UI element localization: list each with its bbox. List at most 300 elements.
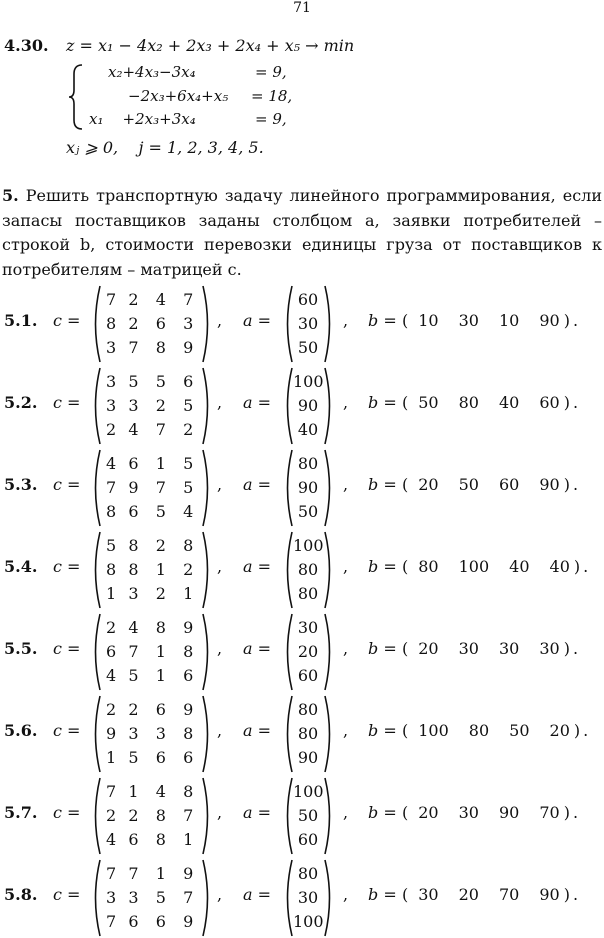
matrix-row (106, 910, 202, 934)
matrix-cell: 8 (155, 806, 166, 825)
problem-430-label: 4.30. (4, 36, 49, 55)
b-label: b = (368, 475, 397, 494)
supply-vector (293, 862, 323, 934)
demand-cell: 20 (458, 885, 479, 904)
matrix-cell: 7 (128, 338, 139, 357)
b-label: b = (368, 803, 397, 822)
matrix-cell: 6 (128, 830, 139, 849)
vector-cell: 80 (297, 724, 319, 743)
cost-matrix (106, 780, 202, 852)
vector-cell: 30 (297, 888, 319, 907)
matrix-row (106, 640, 202, 664)
matrix-row (106, 616, 202, 640)
problem-label: 5.6. (4, 721, 38, 740)
matrix-cell: 3 (106, 888, 117, 907)
vector-right-paren (324, 694, 336, 774)
vector-cell: 90 (297, 478, 319, 497)
demand-cell: 90 (498, 803, 520, 822)
demand-cell: 100 (418, 721, 449, 740)
comma: , (343, 393, 349, 412)
matrix-cell: 4 (183, 502, 194, 521)
matrix-left-paren (89, 366, 101, 446)
comma: , (217, 885, 223, 904)
matrix-cell: 5 (183, 478, 194, 497)
period: . (572, 639, 579, 658)
b-label: b = (368, 557, 397, 576)
a-label: a = (243, 557, 272, 576)
cost-matrix (106, 534, 202, 606)
problem-8 (0, 858, 604, 938)
cost-matrix (106, 452, 202, 524)
vector-cell: 30 (297, 314, 319, 333)
matrix-cell: 5 (128, 666, 139, 685)
matrix-cell: 7 (106, 864, 117, 883)
demand-cell: 30 (539, 639, 560, 658)
c-label: c = (53, 557, 81, 576)
supply-vector (293, 698, 323, 770)
matrix-row (106, 746, 202, 770)
problem-2 (0, 366, 604, 446)
matrix-right-paren (202, 366, 214, 446)
matrix-cell: 3 (183, 314, 194, 333)
demand-cell: 10 (418, 311, 439, 330)
matrix-cell: 7 (128, 642, 139, 661)
matrix-right-paren (202, 612, 214, 692)
matrix-cell: 4 (155, 782, 166, 801)
matrix-cell: 8 (183, 782, 194, 801)
vector-right-paren (324, 284, 336, 364)
matrix-cell: 6 (128, 502, 139, 521)
matrix-cell: 5 (106, 536, 117, 555)
period: . (572, 885, 579, 904)
comma: , (217, 475, 223, 494)
demand-cell: 40 (549, 557, 570, 576)
demand-cell: 20 (418, 639, 439, 658)
matrix-row (106, 804, 202, 828)
vector-right-paren (324, 776, 336, 856)
vector-left-paren (281, 776, 293, 856)
comma: , (217, 639, 223, 658)
comma: , (343, 311, 349, 330)
comma: , (343, 475, 349, 494)
comma: , (217, 721, 223, 740)
matrix-cell: 8 (106, 502, 117, 521)
matrix-cell: 6 (183, 666, 194, 685)
matrix-cell: 2 (128, 314, 139, 333)
demand-cell: 30 (418, 885, 439, 904)
section-5-label: 5. (2, 186, 19, 205)
matrix-row (106, 534, 202, 558)
matrix-cell: 5 (128, 748, 139, 767)
vector-right-paren (324, 448, 336, 528)
matrix-left-paren (89, 530, 101, 610)
demand-row (402, 475, 578, 494)
matrix-cell: 8 (128, 536, 139, 555)
matrix-cell: 7 (106, 782, 117, 801)
vector-cell: 100 (293, 372, 324, 391)
matrix-cell: 6 (155, 314, 166, 333)
system-brace (68, 64, 84, 130)
period: . (572, 393, 579, 412)
b-label: b = (368, 393, 397, 412)
demand-cell: 40 (509, 557, 530, 576)
matrix-cell: 7 (106, 478, 117, 497)
demand-row (402, 885, 578, 904)
a-label: a = (243, 475, 272, 494)
row-left-paren: ( (402, 557, 409, 576)
c-label: c = (53, 311, 81, 330)
vector-cell: 90 (297, 748, 319, 767)
matrix-cell: 4 (128, 420, 139, 439)
vector-cell: 100 (293, 536, 324, 555)
problem-430-objective: z = x₁ − 4x₂ + 2x₃ + 2x₄ + x₅ → min (66, 36, 355, 55)
period: . (572, 803, 579, 822)
vector-cell: 20 (297, 642, 319, 661)
comma: , (343, 639, 349, 658)
demand-cell: 30 (458, 639, 479, 658)
row-right-paren: ) (563, 475, 570, 494)
demand-cell: 60 (539, 393, 560, 412)
matrix-cell: 6 (183, 748, 194, 767)
demand-row (402, 803, 578, 822)
matrix-cell: 7 (183, 806, 194, 825)
problem-label: 5.8. (4, 885, 38, 904)
matrix-row (106, 500, 202, 524)
matrix-row (106, 582, 202, 606)
matrix-cell: 8 (155, 830, 166, 849)
vector-cell: 60 (297, 666, 319, 685)
demand-cell: 20 (549, 721, 570, 740)
problem-label: 5.4. (4, 557, 38, 576)
vector-right-paren (324, 612, 336, 692)
matrix-row (106, 370, 202, 394)
matrix-row (106, 418, 202, 442)
row-right-paren: ) (563, 639, 570, 658)
matrix-cell: 3 (106, 338, 117, 357)
period: . (572, 475, 579, 494)
matrix-cell: 7 (106, 912, 117, 931)
comma: , (217, 393, 223, 412)
demand-cell: 90 (539, 475, 560, 494)
problem-5 (0, 612, 604, 692)
demand-cell: 80 (418, 557, 439, 576)
vector-left-paren (281, 694, 293, 774)
matrix-cell: 1 (183, 584, 194, 603)
matrix-cell: 9 (128, 478, 139, 497)
vector-cell: 100 (293, 782, 324, 801)
matrix-cell: 7 (183, 290, 194, 309)
demand-cell: 70 (539, 803, 560, 822)
matrix-right-paren (202, 284, 214, 364)
matrix-cell: 2 (183, 560, 194, 579)
supply-vector (293, 288, 323, 360)
matrix-cell: 2 (106, 700, 117, 719)
matrix-row (106, 780, 202, 804)
period: . (583, 557, 589, 576)
matrix-cell: 9 (183, 618, 194, 637)
problem-label: 5.7. (4, 803, 38, 822)
matrix-row (106, 558, 202, 582)
row-left-paren: ( (402, 803, 409, 822)
matrix-cell: 1 (106, 584, 117, 603)
demand-row (402, 393, 578, 412)
vector-right-paren (324, 530, 336, 610)
row-right-paren: ) (563, 311, 570, 330)
demand-cell: 20 (418, 475, 439, 494)
period: . (583, 721, 589, 740)
matrix-cell: 2 (128, 700, 139, 719)
cost-matrix (106, 288, 202, 360)
matrix-cell: 6 (155, 700, 166, 719)
demand-cell: 90 (539, 885, 560, 904)
c-label: c = (53, 393, 81, 412)
system-row-1-lhs: x₂+4x₃−3x₄ (108, 63, 196, 81)
matrix-cell: 7 (155, 478, 166, 497)
supply-vector (293, 452, 323, 524)
problem-6 (0, 694, 604, 774)
demand-row (402, 721, 588, 740)
demand-cell: 40 (498, 393, 520, 412)
problem-label: 5.3. (4, 475, 38, 494)
a-label: a = (243, 639, 272, 658)
matrix-cell: 5 (155, 372, 166, 391)
system-row-3-lhs: x₁ +2x₃+3x₄ (89, 110, 196, 128)
matrix-cell: 6 (155, 748, 166, 767)
cost-matrix (106, 616, 202, 688)
supply-vector (293, 534, 323, 606)
demand-cell: 20 (418, 803, 439, 822)
matrix-cell: 8 (183, 724, 194, 743)
matrix-cell: 8 (183, 536, 194, 555)
a-label: a = (243, 885, 272, 904)
demand-row (402, 557, 588, 576)
row-left-paren: ( (402, 475, 409, 494)
vector-left-paren (281, 858, 293, 938)
demand-cell: 10 (498, 311, 520, 330)
demand-cell: 70 (498, 885, 520, 904)
problem-label: 5.5. (4, 639, 38, 658)
matrix-cell: 3 (128, 396, 139, 415)
matrix-cell: 5 (155, 502, 166, 521)
matrix-cell: 7 (106, 290, 117, 309)
matrix-left-paren (89, 858, 101, 938)
demand-cell: 60 (498, 475, 520, 494)
c-label: c = (53, 721, 81, 740)
c-label: c = (53, 475, 81, 494)
demand-row (402, 639, 578, 658)
matrix-cell: 3 (106, 372, 117, 391)
matrix-cell: 5 (155, 888, 166, 907)
matrix-cell: 6 (155, 912, 166, 931)
row-right-paren: ) (573, 557, 581, 576)
vector-left-paren (281, 366, 293, 446)
vector-cell: 40 (297, 420, 319, 439)
comma: , (343, 557, 349, 576)
demand-cell: 80 (458, 393, 479, 412)
matrix-row (106, 664, 202, 688)
vector-left-paren (281, 448, 293, 528)
period: . (572, 311, 579, 330)
problem-1 (0, 284, 604, 364)
matrix-cell: 2 (155, 584, 166, 603)
matrix-row (106, 336, 202, 360)
problem-label: 5.1. (4, 311, 38, 330)
vector-cell: 80 (297, 454, 319, 473)
matrix-cell: 9 (183, 864, 194, 883)
matrix-cell: 2 (106, 420, 117, 439)
matrix-cell: 2 (155, 536, 166, 555)
a-label: a = (243, 311, 272, 330)
matrix-cell: 4 (106, 830, 117, 849)
vector-cell: 80 (297, 864, 319, 883)
matrix-cell: 5 (183, 454, 194, 473)
demand-cell: 80 (468, 721, 490, 740)
vector-cell: 80 (297, 560, 319, 579)
vector-left-paren (281, 284, 293, 364)
page-number: 71 (293, 0, 311, 16)
matrix-cell: 8 (106, 560, 117, 579)
matrix-cell: 2 (106, 618, 117, 637)
vector-cell: 80 (297, 584, 319, 603)
row-right-paren: ) (563, 393, 570, 412)
vector-left-paren (281, 612, 293, 692)
matrix-cell: 4 (106, 666, 117, 685)
vector-cell: 60 (297, 830, 319, 849)
matrix-cell: 7 (183, 888, 194, 907)
matrix-cell: 8 (183, 642, 194, 661)
matrix-cell: 9 (183, 338, 194, 357)
matrix-cell: 1 (155, 454, 166, 473)
b-label: b = (368, 721, 397, 740)
a-label: a = (243, 803, 272, 822)
matrix-cell: 1 (155, 864, 166, 883)
comma: , (343, 885, 349, 904)
system-row-2-lhs: −2x₃+6x₄+x₅ (128, 87, 229, 105)
matrix-cell: 4 (128, 618, 139, 637)
matrix-cell: 4 (106, 454, 117, 473)
matrix-left-paren (89, 694, 101, 774)
matrix-cell: 8 (155, 338, 166, 357)
demand-cell: 90 (539, 311, 560, 330)
matrix-cell: 3 (155, 724, 166, 743)
matrix-cell: 6 (128, 912, 139, 931)
matrix-row (106, 452, 202, 476)
matrix-row (106, 828, 202, 852)
matrix-cell: 2 (128, 806, 139, 825)
matrix-row (106, 698, 202, 722)
matrix-row (106, 862, 202, 886)
problem-4 (0, 530, 604, 610)
row-left-paren: ( (402, 393, 409, 412)
matrix-row (106, 722, 202, 746)
cost-matrix (106, 862, 202, 934)
b-label: b = (368, 885, 397, 904)
system-row-2-rhs: = 18, (251, 87, 293, 105)
section-5-text: Решить транспортную задачу линейного программирования, если запасы поставщиков заданы столбцом a, заявки потребителей – строкой b, стоимости перевозки единицы груза от поставщиков к потребителям – матрицей c. (2, 186, 602, 279)
comma: , (217, 557, 223, 576)
matrix-cell: 9 (183, 912, 194, 931)
vector-cell: 90 (297, 396, 319, 415)
demand-row (402, 311, 578, 330)
demand-cell: 100 (458, 557, 490, 576)
vector-cell: 100 (293, 912, 324, 931)
matrix-cell: 2 (106, 806, 117, 825)
matrix-cell: 1 (128, 782, 139, 801)
matrix-right-paren (202, 448, 214, 528)
matrix-cell: 5 (128, 372, 139, 391)
a-label: a = (243, 721, 272, 740)
matrix-cell: 3 (128, 584, 139, 603)
cost-matrix (106, 370, 202, 442)
matrix-cell: 8 (106, 314, 117, 333)
matrix-cell: 4 (155, 290, 166, 309)
c-label: c = (53, 885, 81, 904)
matrix-cell: 5 (183, 396, 194, 415)
matrix-cell: 7 (155, 420, 166, 439)
vector-cell: 50 (297, 502, 319, 521)
comma: , (217, 311, 223, 330)
matrix-left-paren (89, 776, 101, 856)
matrix-cell: 1 (155, 666, 166, 685)
matrix-cell: 9 (183, 700, 194, 719)
row-right-paren: ) (573, 721, 581, 740)
system-row-3-rhs: = 9, (255, 110, 287, 128)
matrix-right-paren (202, 530, 214, 610)
matrix-cell: 1 (155, 642, 166, 661)
matrix-row (106, 886, 202, 910)
vector-right-paren (324, 366, 336, 446)
matrix-cell: 6 (128, 454, 139, 473)
vector-cell: 50 (297, 806, 319, 825)
matrix-cell: 8 (128, 560, 139, 579)
matrix-row (106, 394, 202, 418)
b-label: b = (368, 639, 397, 658)
matrix-cell: 3 (128, 724, 139, 743)
matrix-right-paren (202, 776, 214, 856)
c-label: c = (53, 639, 81, 658)
matrix-cell: 3 (106, 396, 117, 415)
vector-cell: 60 (297, 290, 319, 309)
matrix-left-paren (89, 612, 101, 692)
row-left-paren: ( (402, 885, 409, 904)
matrix-cell: 3 (128, 888, 139, 907)
matrix-cell: 6 (183, 372, 194, 391)
vector-cell: 30 (297, 618, 319, 637)
demand-cell: 30 (458, 311, 479, 330)
matrix-cell: 9 (106, 724, 117, 743)
row-left-paren: ( (402, 639, 409, 658)
supply-vector (293, 780, 323, 852)
a-label: a = (243, 393, 272, 412)
matrix-cell: 2 (155, 396, 166, 415)
demand-cell: 50 (458, 475, 479, 494)
c-label: c = (53, 803, 81, 822)
demand-cell: 50 (418, 393, 439, 412)
problem-430-constraint: xⱼ ⩾ 0, j = 1, 2, 3, 4, 5. (66, 138, 264, 157)
demand-cell: 30 (458, 803, 479, 822)
problem-7 (0, 776, 604, 856)
matrix-right-paren (202, 858, 214, 938)
matrix-row (106, 476, 202, 500)
demand-cell: 30 (498, 639, 520, 658)
row-right-paren: ) (563, 885, 570, 904)
matrix-cell: 8 (155, 618, 166, 637)
matrix-row (106, 312, 202, 336)
demand-cell: 50 (509, 721, 530, 740)
matrix-cell: 1 (106, 748, 117, 767)
b-label: b = (368, 311, 397, 330)
matrix-cell: 1 (155, 560, 166, 579)
